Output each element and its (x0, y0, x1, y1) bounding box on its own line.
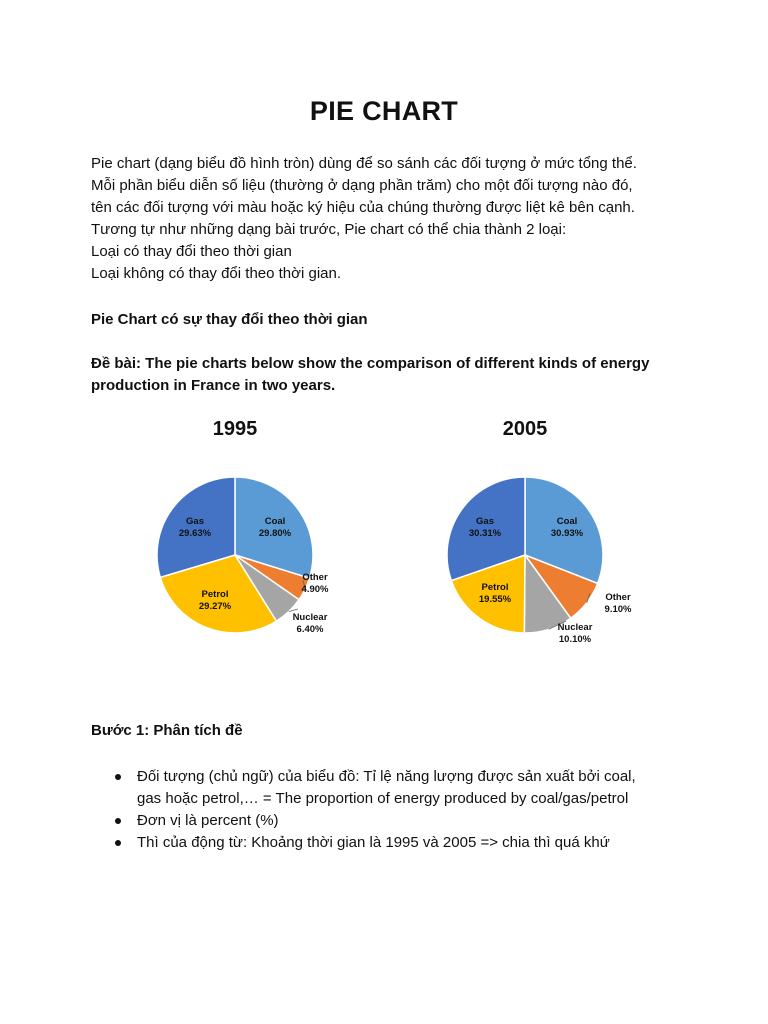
slice-label-other: Other (302, 572, 328, 583)
slice-value-nuclear: 6.40% (296, 624, 324, 635)
pie-svg-2005 (425, 418, 645, 658)
analysis-list (115, 766, 725, 854)
list-item-line: Thì của động từ: Khoảng thời gian là 1995 và 2005 => chia thì quá khứ (137, 834, 610, 851)
slice-value-nuclear: 10.10% (558, 634, 592, 645)
intro-line: Pie chart (dạng biểu đồ hình tròn) dùng để so sánh các đối tượng ở mức tổng thể. (91, 155, 637, 172)
list-item-line: Đối tượng (chủ ngữ) của biểu đồ: Tỉ lệ năng lượng được sản xuất bởi coal, (137, 768, 636, 785)
slice-value-coal: 29.80% (258, 528, 292, 539)
chart-title: 2005 (502, 418, 548, 440)
list-item (115, 766, 725, 810)
intro-line: Loại có thay đổi theo thời gian (91, 243, 292, 260)
page-title: PIE CHART (309, 96, 459, 126)
list-item (115, 832, 725, 854)
bullet-dot-icon (115, 818, 121, 824)
slice-value-other: 9.10% (604, 604, 632, 615)
slice-label-nuclear: Nuclear (557, 622, 593, 633)
bullet-dot-icon (115, 840, 121, 846)
slice-label-coal: Coal (556, 516, 578, 527)
task-statement (91, 353, 711, 397)
slice-label-nuclear: Nuclear (292, 612, 328, 623)
chart-title: 1995 (212, 418, 258, 440)
slice-value-other: 4.90% (301, 584, 329, 595)
intro-line: Tương tự như những dạng bài trước, Pie chart có thể chia thành 2 loại: (91, 221, 567, 238)
list-item-line: gas hoặc petrol,… = The proportion of energy produced by coal/gas/petrol (137, 790, 629, 807)
slice-value-gas: 30.31% (468, 528, 502, 539)
list-item-line: Đơn vị là percent (%) (137, 812, 279, 829)
slice-label-petrol: Petrol (201, 589, 229, 600)
pie-chart-2005 (425, 418, 632, 658)
slice-label-coal: Coal (264, 516, 286, 527)
task-line: Đề bài: The pie charts below show the comparison of different kinds of energy (91, 355, 650, 372)
intro-line: Loại không có thay đổi theo thời gian. (91, 265, 342, 282)
slice-label-gas: Gas (186, 516, 204, 527)
slice-label-petrol: Petrol (481, 582, 509, 593)
slice-value-gas: 29.63% (178, 528, 212, 539)
slice-value-coal: 30.93% (550, 528, 584, 539)
slice-value-petrol: 19.55% (478, 594, 512, 605)
pie-chart-1995 (135, 418, 335, 658)
slice-value-petrol: 29.27% (198, 601, 232, 612)
section-heading: Pie Chart có sự thay đổi theo thời gian (91, 311, 368, 328)
task-line: production in France in two years. (91, 377, 336, 394)
intro-line: tên các đối tượng với màu hoặc ký hiệu của chúng thường được liệt kê bên cạnh. (91, 199, 635, 216)
intro-paragraph (91, 153, 701, 285)
list-item (115, 810, 725, 832)
intro-line: Mỗi phần biểu diễn số liệu (thường ở dạng phần trăm) cho một đối tượng nào đó, (91, 177, 633, 194)
step-heading: Bước 1: Phân tích đề (91, 722, 243, 739)
slice-label-gas: Gas (476, 516, 494, 527)
bullet-dot-icon (115, 774, 121, 780)
slice-label-other: Other (605, 592, 631, 603)
pie-svg-1995 (135, 418, 355, 658)
